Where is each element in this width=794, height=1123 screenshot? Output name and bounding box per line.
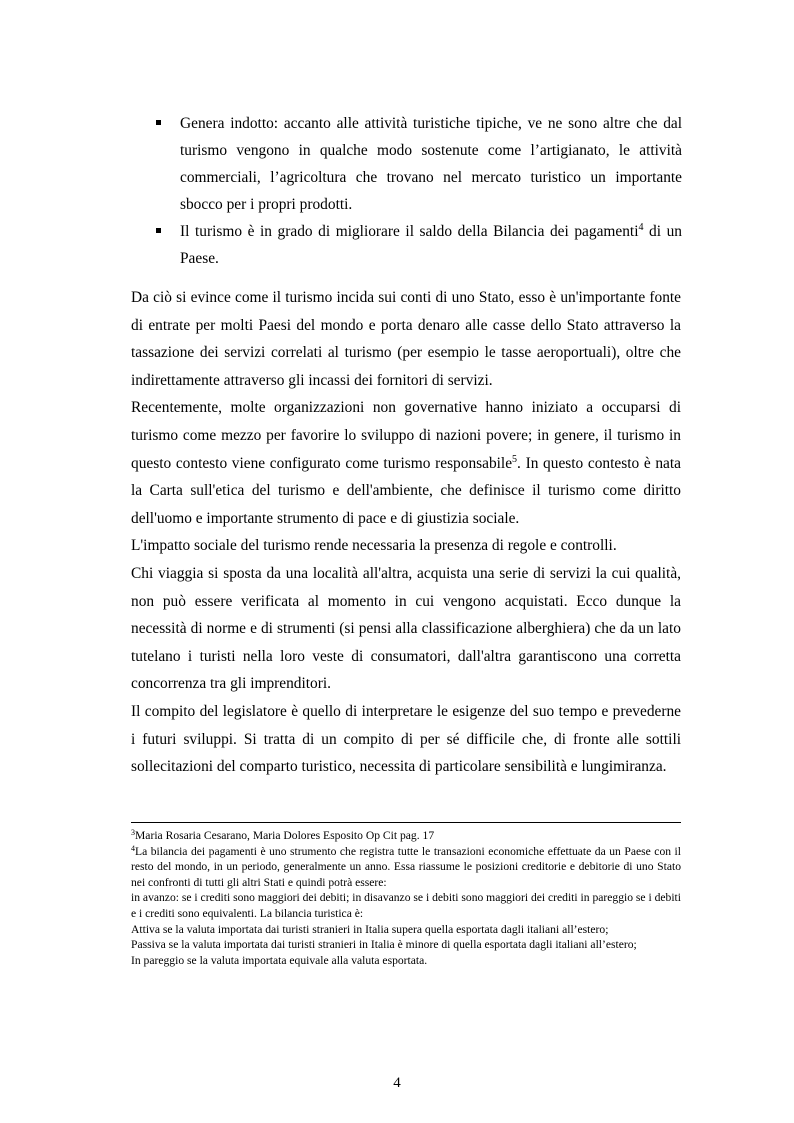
paragraph-text: L'impatto sociale del turismo rende necessaria la presenza di regole e controlli.	[131, 537, 617, 555]
paragraph-text: Recentemente, molte organizzazioni non governative hanno iniziato a occuparsi di turismo come mezzo per favorire lo sviluppo di nazioni povere; in genere, il turismo in questo contesto viene configurato come turismo responsabile	[131, 399, 681, 472]
footnote-separator	[131, 822, 681, 823]
bullet-text: Il turismo è in grado di migliorare il saldo della Bilancia dei pagamenti	[180, 223, 639, 240]
footnote-text: in avanzo: se i crediti sono maggiori dei debiti; in disavanzo se i debiti sono maggiori dei crediti in pareggio se i debiti e i crediti sono equivalenti. La bilancia turistica è:	[131, 891, 681, 920]
footnotes	[131, 828, 681, 968]
paragraph	[131, 532, 681, 560]
footnote-text: La bilancia dei pagamenti è uno strumento che registra tutte le transazioni economiche effettuate da un Paese con il resto del mondo, in un periodo, generalmente un anno. Essa riassume le posizioni creditorie e debitorie di uno Stato nei confronti di tutti gli altri Stati e quindi potrà essere:	[131, 844, 681, 889]
paragraph	[131, 284, 681, 394]
footnote-number: 3	[131, 828, 135, 837]
bullet-list	[152, 110, 682, 272]
paragraph	[131, 394, 681, 532]
footnote-continuation	[131, 922, 681, 938]
paragraph	[131, 698, 681, 781]
bullet-item	[152, 110, 682, 218]
footnote-text: Attiva se la valuta importata dai turisti stranieri in Italia supera quella esportata dagli italiani all’estero;	[131, 922, 609, 936]
footnote-continuation	[131, 890, 681, 921]
footnote-reference: 4	[638, 222, 644, 233]
footnote-text: In pareggio se la valuta importata equivale alla valuta esportata.	[131, 953, 428, 967]
footnote-text: Maria Rosaria Cesarano, Maria Dolores Esposito Op Cit pag. 17	[135, 829, 435, 842]
body-text	[131, 284, 681, 781]
footnote	[131, 828, 681, 844]
footnote-continuation	[131, 937, 681, 953]
footnote-reference: 5	[512, 453, 518, 465]
bullet-text: Genera indotto: accanto alle attività turistiche tipiche, ve ne sono altre che dal turismo vengono in qualche modo sostenute come l’artigianato, le attività commerciali, l’agricoltura che trovano nel mercato turistico un importante sbocco per i propri prodotti.	[180, 115, 682, 213]
paragraph-text: . In questo contesto è nata la Carta sull'etica del turismo e dell'ambiente, che definisce il turismo come diritto dell'uomo e importante strumento di pace e di giustizia sociale.	[131, 454, 681, 527]
paragraph-text: Chi viaggia si sposta da una località all'altra, acquista una serie di servizi la cui qualità, non può essere verificata al momento in cui vengono acquistati. Ecco dunque la necessità di norme e di strumenti (si pensi alla classificazione alberghiera) che da un lato tutelano i turisti nella loro veste di consumatori, dall'altra garantiscono una corretta concorrenza tra gli imprenditori.	[131, 564, 681, 693]
page-number: 4	[393, 1075, 401, 1091]
bullet-text: di un Paese.	[180, 223, 682, 267]
footnote-text: Passiva se la valuta importata dai turisti stranieri in Italia è minore di quella esportata dagli italiani all’estero;	[131, 938, 637, 952]
footnote	[131, 844, 681, 891]
footnote-number: 4	[131, 843, 135, 853]
paragraph-text: Il compito del legislatore è quello di interpretare le esigenze del suo tempo e prevederne i futuri sviluppi. Si tratta di un compito di per sé difficile che, di fronte alle sottili sollecitazioni del comparto turistico, necessita di particolare sensibilità e lungimiranza.	[131, 702, 681, 776]
footnote-continuation	[131, 953, 681, 969]
paragraph-text: Da ciò si evince come il turismo incida sui conti di uno Stato, esso è un'importante fonte di entrate per molti Paesi del mondo e porta denaro alle casse dello Stato attraverso la tassazione dei servizi correlati al turismo (per esempio le tasse aeroportuali), oltre che indirettamente attraverso gli incassi dei fornitori di servizi.	[131, 289, 681, 389]
bullet-item	[152, 218, 682, 272]
paragraph	[131, 560, 681, 698]
